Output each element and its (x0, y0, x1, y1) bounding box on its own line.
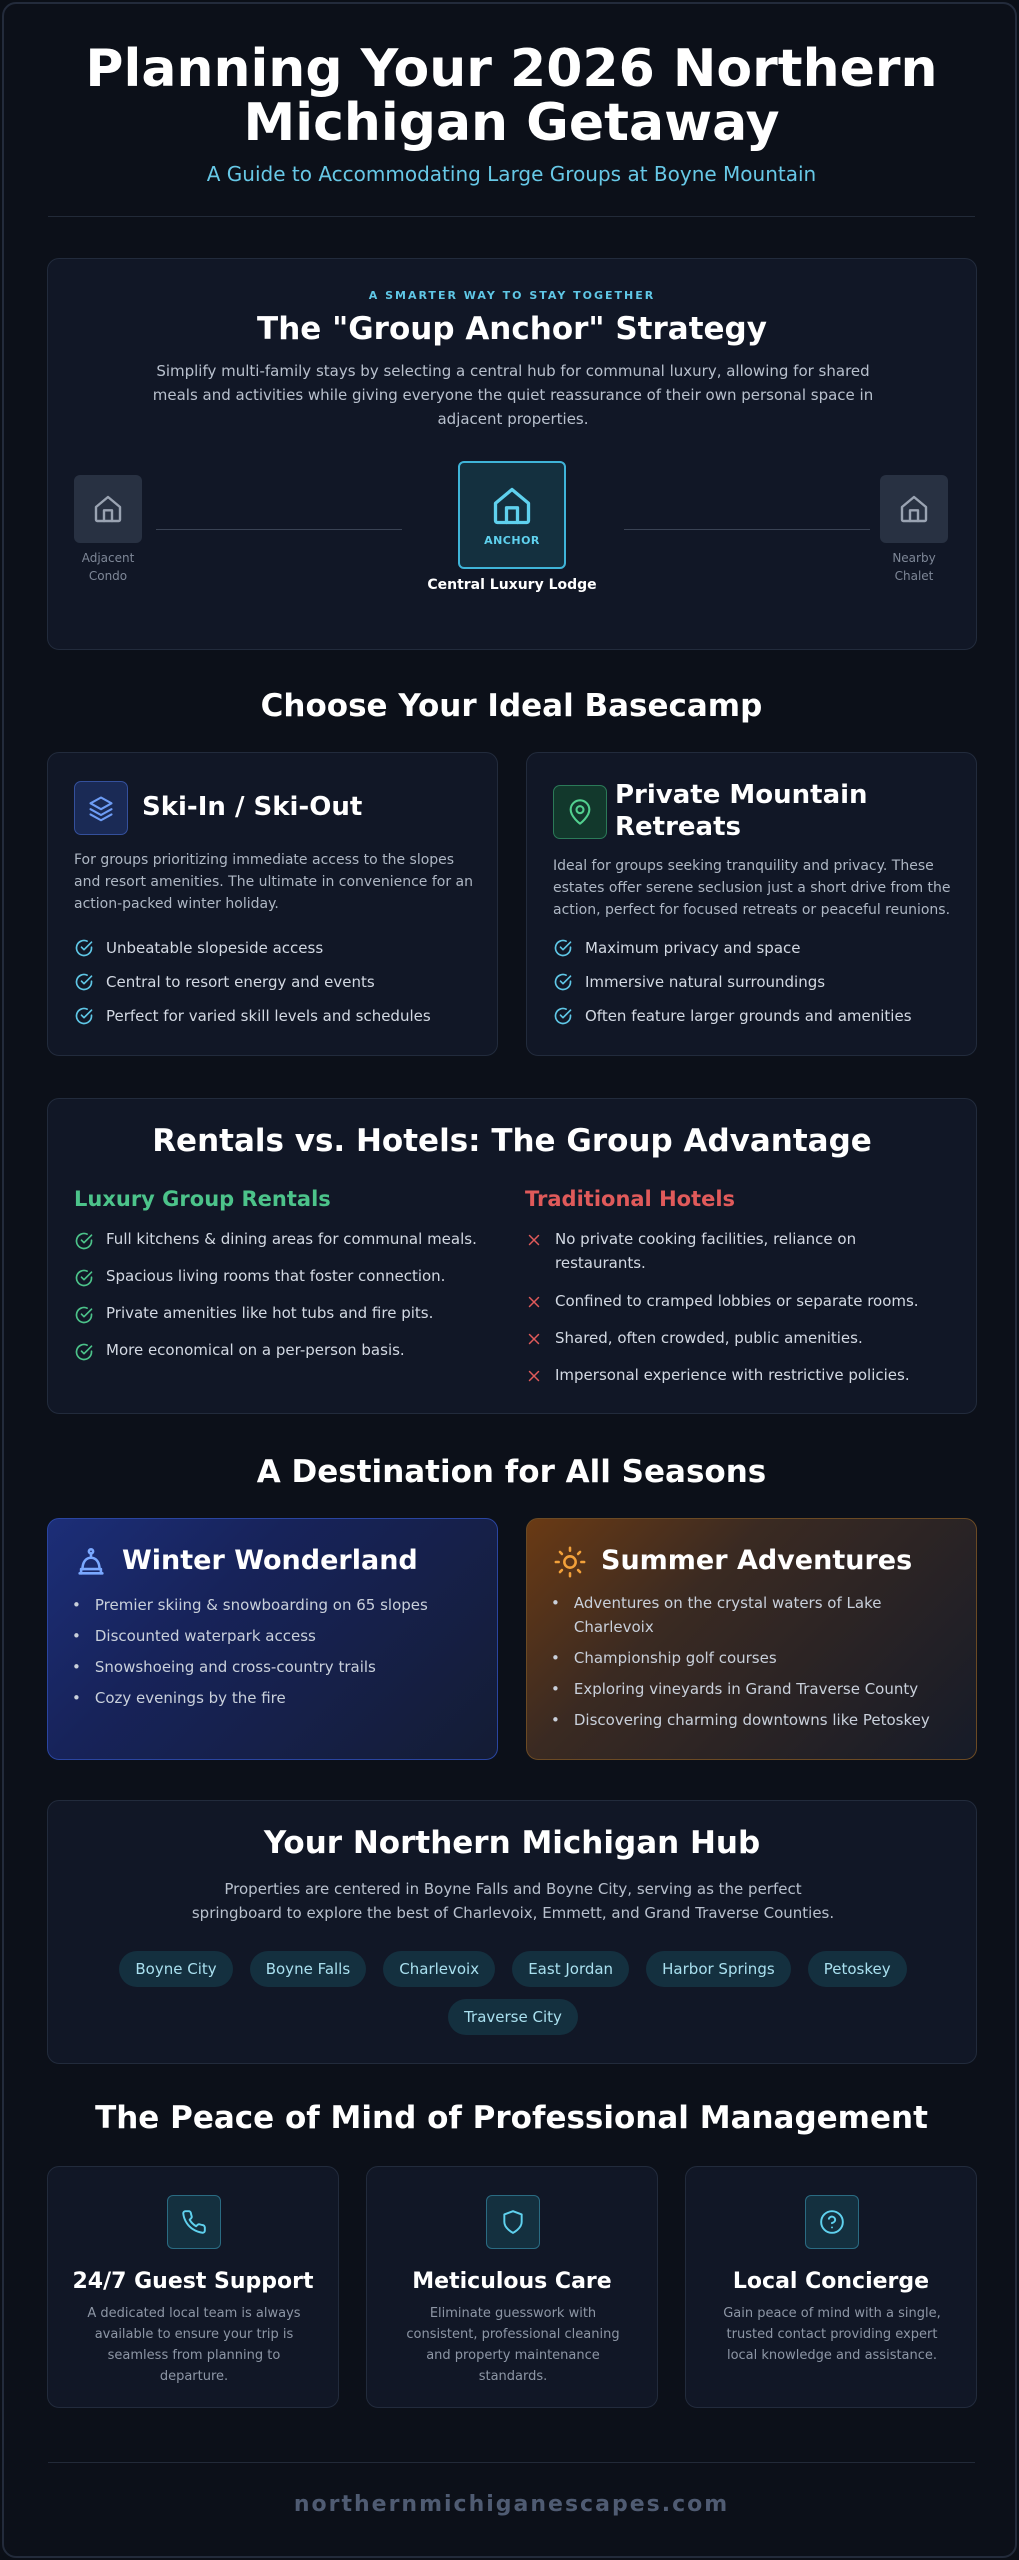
meticulous-care-card (366, 2166, 658, 2408)
anchor-description: Simplify multi-family stays by selecting a central hub for communal luxury, allowing for shared meals and activities while giving everyone the quiet reassurance of their own personal space in adjacent properties. (152, 362, 874, 428)
x-icon (525, 1231, 543, 1249)
guest-support-card (47, 2166, 339, 2408)
anchor-title: The "Group Anchor" Strategy (257, 311, 767, 347)
hotels-list (525, 1227, 945, 1400)
location-tag: Harbor Springs (646, 1951, 791, 1987)
x-icon (525, 1293, 543, 1311)
x-icon (525, 1330, 543, 1348)
list-item: • Exploring vineyards in Grand Traverse County (551, 1677, 963, 1708)
central-lodge-label: Central Luxury Lodge (427, 577, 597, 593)
check-circle-icon (74, 1342, 94, 1362)
location-tag: Petoskey (808, 1951, 907, 1987)
list-item: Impersonal experience with restrictive policies. (525, 1363, 945, 1400)
list-item: Private amenities like hot tubs and fire pits. (74, 1301, 494, 1338)
retreat-card-description: Ideal for groups seeking tranquility and privacy. These estates offer serene seclusion just a short drive from the action, perfect for focused retreats or peaceful reunions. (553, 858, 951, 918)
help-badge (805, 2195, 859, 2249)
ski-card-description: For groups prioritizing immediate access to the slopes and resort amenities. The ultimate in convenience for an action-packed winter holiday. (74, 852, 473, 912)
adjacent-condo-label: Adjacent Condo (81, 551, 135, 583)
connector-right (624, 529, 870, 530)
footer-divider (48, 2462, 975, 2463)
rentals-heading: Luxury Group Rentals (74, 1187, 331, 1211)
summer-title: Summer Adventures (601, 1545, 913, 1576)
list-item: Full kitchens & dining areas for communal meals. (74, 1227, 494, 1264)
retreat-card-title: Private Mountain Retreats (615, 780, 868, 842)
page-title (4, 39, 1017, 153)
list-item: • Discounted waterpark access (72, 1624, 482, 1655)
location-tag: Traverse City (448, 1999, 578, 2035)
comparison-card (47, 1098, 977, 1414)
ski-feature-list (74, 931, 484, 1033)
list-item: • Championship golf courses (551, 1646, 963, 1677)
list-item: Perfect for varied skill levels and schedules (74, 999, 484, 1033)
check-circle-icon (74, 1268, 94, 1288)
seasons-title: A Destination for All Seasons (256, 1454, 767, 1490)
page-title-line-2: Michigan Getaway (243, 93, 780, 153)
hotels-heading: Traditional Hotels (525, 1187, 736, 1211)
layers-icon (87, 794, 115, 822)
location-tag: Boyne Falls (250, 1951, 366, 1987)
guest-support-description: A dedicated local team is always available to ensure your trip is seamless from planning to departure. (87, 2306, 301, 2384)
local-concierge-description: Gain peace of mind with a single, trusted contact providing expert local knowledge and assistance. (723, 2306, 941, 2363)
connector-left (156, 529, 402, 530)
list-item: Unbeatable slopeside access (74, 931, 484, 965)
footer-site-link[interactable]: northernmichiganescapes.com (293, 2492, 730, 2517)
hub-description: Properties are centered in Boyne Falls and Boyne City, serving as the perfect springboard to explore the best of Charlevoix, Emmett, and Grand Traverse Counties. (191, 1880, 835, 1922)
list-item: Central to resort energy and events (74, 965, 484, 999)
anchor-strategy-card (47, 258, 977, 650)
ski-badge (74, 781, 128, 835)
list-item: • Cozy evenings by the fire (72, 1686, 482, 1717)
house-icon (92, 493, 124, 525)
phone-icon (181, 2209, 207, 2235)
check-circle-icon (553, 972, 573, 992)
local-concierge-title: Local Concierge (732, 2269, 930, 2294)
ski-in-card (47, 752, 498, 1056)
meticulous-care-description: Eliminate guesswork with consistent, professional cleaning and property maintenance standards. (406, 2306, 620, 2384)
list-item: • Discovering charming downtowns like Petoskey (551, 1708, 963, 1739)
list-item: Shared, often crowded, public amenities. (525, 1326, 945, 1363)
list-item: More economical on a per-person basis. (74, 1338, 494, 1375)
basecamp-title: Choose Your Ideal Basecamp (260, 688, 763, 724)
sun-icon (553, 1545, 587, 1579)
list-item: Often feature larger grounds and amenities (553, 999, 963, 1033)
retreat-feature-list (553, 931, 963, 1033)
meticulous-care-title: Meticulous Care (412, 2269, 612, 2294)
central-lodge-node (458, 461, 566, 569)
management-title: The Peace of Mind of Professional Management (95, 2100, 928, 2136)
page-frame (2, 2, 1017, 2558)
nearby-chalet-node (880, 475, 948, 543)
list-item: Maximum privacy and space (553, 931, 963, 965)
header-divider (48, 216, 975, 217)
shield-icon (500, 2209, 526, 2235)
check-circle-icon (74, 1305, 94, 1325)
location-tag: Boyne City (119, 1951, 232, 1987)
snow-hat-icon (74, 1545, 108, 1579)
local-concierge-card (685, 2166, 977, 2408)
winter-list (72, 1593, 482, 1717)
hub-tag-list (88, 1951, 938, 2047)
map-pin-icon (566, 798, 594, 826)
location-tag: Charlevoix (383, 1951, 495, 1987)
list-item: Confined to cramped lobbies or separate rooms. (525, 1289, 945, 1326)
check-circle-icon (74, 1231, 94, 1251)
anchor-kicker: A SMARTER WAY TO STAY TOGETHER (368, 289, 656, 302)
nearby-chalet-label: Nearby Chalet (892, 551, 936, 583)
ski-card-title: Ski-In / Ski-Out (142, 792, 363, 822)
house-icon (490, 484, 534, 528)
adjacent-condo-node (74, 475, 142, 543)
winter-title: Winter Wonderland (122, 1545, 418, 1576)
rentals-list (74, 1227, 494, 1375)
retreat-badge (553, 785, 607, 839)
page-subtitle: A Guide to Accommodating Large Groups at Boyne Mountain (206, 162, 817, 186)
check-circle-icon (553, 1006, 573, 1026)
private-retreat-card (526, 752, 977, 1056)
list-item: Immersive natural surroundings (553, 965, 963, 999)
list-item: No private cooking facilities, reliance on restaurants. (525, 1227, 945, 1289)
summer-card (526, 1518, 977, 1760)
list-item: Spacious living rooms that foster connection. (74, 1264, 494, 1301)
shield-badge (486, 2195, 540, 2249)
phone-badge (167, 2195, 221, 2249)
hub-card (47, 1800, 977, 2064)
anchor-badge: ANCHOR (484, 533, 540, 547)
list-item: • Snowshoeing and cross-country trails (72, 1655, 482, 1686)
list-item: • Premier skiing & snowboarding on 65 slopes (72, 1593, 482, 1624)
page-title-line-1: Planning Your 2026 Northern (85, 39, 938, 99)
list-item: • Adventures on the crystal waters of Lake Charlevoix (551, 1591, 963, 1646)
location-tag: East Jordan (512, 1951, 629, 1987)
winter-card (47, 1518, 498, 1760)
house-icon (898, 493, 930, 525)
check-circle-icon (74, 972, 94, 992)
guest-support-title: 24/7 Guest Support (72, 2269, 314, 2294)
x-icon (525, 1367, 543, 1385)
check-circle-icon (553, 938, 573, 958)
help-circle-icon (819, 2209, 845, 2235)
hub-title: Your Northern Michigan Hub (263, 1825, 761, 1861)
comparison-title: Rentals vs. Hotels: The Group Advantage (152, 1123, 872, 1159)
summer-list (551, 1591, 963, 1739)
check-circle-icon (74, 938, 94, 958)
check-circle-icon (74, 1006, 94, 1026)
